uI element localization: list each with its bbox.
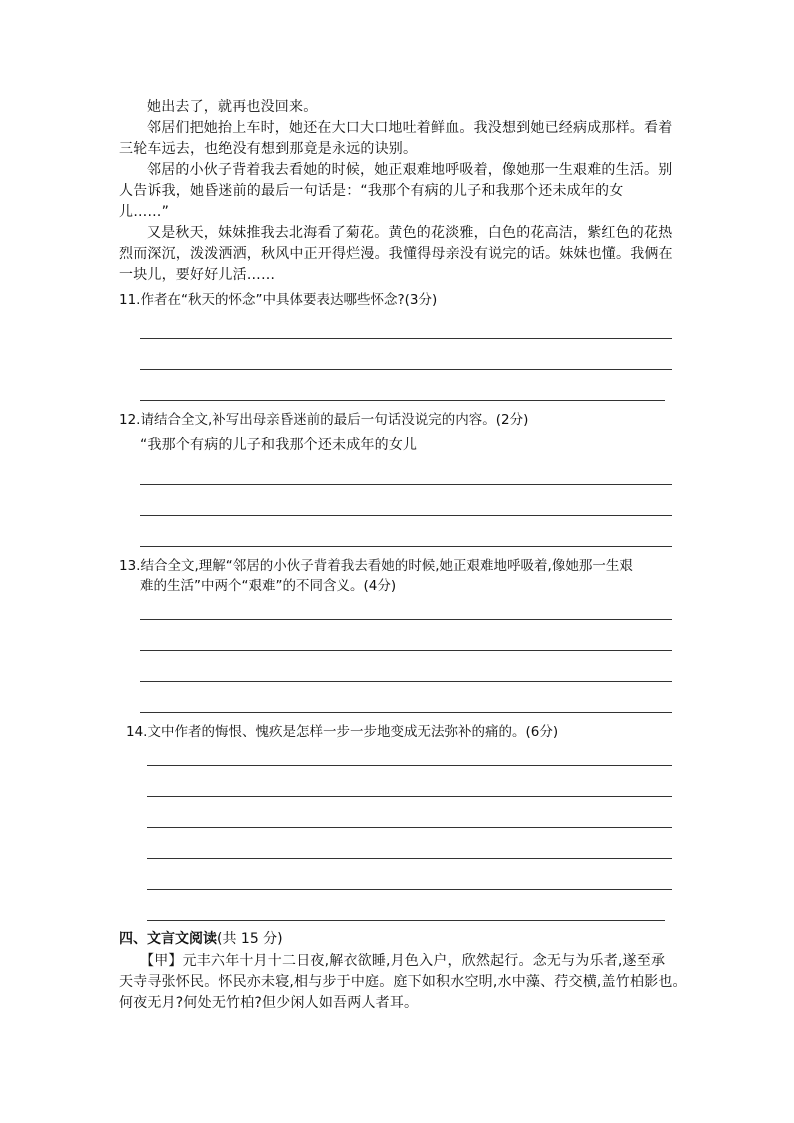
- section-4-passage-line-3: 何夜无月?何处无竹柏?但少闲人如吾两人者耳。: [119, 995, 419, 1011]
- question-13-line-2: 难的生活”中两个“艰难”的不同含义。(4分): [140, 578, 397, 594]
- passage-line-8: 烈而深沉，泼泼洒洒，秋风中正开得烂漫。我懂得母亲没有说完的话。妹妹也懂。我俩在: [119, 246, 673, 262]
- answer-line-14-4[interactable]: [147, 858, 672, 859]
- answer-line-14-5[interactable]: [147, 889, 672, 890]
- answer-line-14-1[interactable]: [147, 765, 672, 766]
- section-4-heading: [119, 929, 283, 949]
- answer-line-13-4[interactable]: [140, 712, 672, 713]
- passage-line-7: 又是秋天，妹妹推我去北海看了菊花。黄色的花淡雅，白色的花高洁，紫红色的花热: [147, 225, 673, 241]
- passage-line-6: 儿……”: [119, 204, 170, 220]
- passage-line-2: 邻居们把她抬上车时，她还在大口大口地吐着鲜血。我没想到她已经病成那样。看着: [147, 120, 673, 136]
- passage-line-1: 她出去了，就再也没回来。: [147, 99, 318, 115]
- section-4-passage-line-2: 天寺寻张怀民。怀民亦未寝,相与步于中庭。庭下如积水空明,水中藻、荇交横,盖竹柏影也。: [119, 974, 687, 990]
- question-12: 12.请结合全文,补写出母亲昏迷前的最后一句话没说完的内容。(2分): [119, 412, 529, 428]
- question-13-line-1: 13.结合全文,理解“邻居的小伙子背着我去看她的时候,她正艰难地呼吸着,像她那一生艰: [119, 558, 633, 574]
- answer-line-12-2[interactable]: [140, 515, 672, 516]
- passage-line-9: 一块儿，要好好儿活……: [119, 267, 276, 283]
- passage-line-4: 邻居的小伙子背着我去看她的时候，她正艰难地呼吸着，像她那一生艰难的生活。别: [147, 162, 673, 178]
- answer-line-13-1[interactable]: [140, 619, 672, 620]
- answer-line-11-1[interactable]: [140, 338, 672, 339]
- section-4-passage-line-1: 【甲】元丰六年十月十二日夜,解衣欲睡,月色入户，欣然起行。念无与为乐者,遂至承: [140, 953, 666, 969]
- answer-line-11-2[interactable]: [140, 369, 672, 370]
- answer-line-12-3[interactable]: [140, 546, 672, 547]
- answer-line-13-3[interactable]: [140, 681, 672, 682]
- answer-line-14-3[interactable]: [147, 827, 672, 828]
- question-12-prompt: “我那个有病的儿子和我那个还未成年的女儿: [140, 437, 418, 453]
- answer-line-14-2[interactable]: [147, 796, 672, 797]
- question-11: 11.作者在“秋天的怀念”中具体要表达哪些怀念?(3分): [119, 292, 438, 308]
- answer-line-14-6[interactable]: [147, 920, 665, 921]
- passage-line-5: 人告诉我，她昏迷前的最后一句话是：“我那个有病的儿子和我那个还未成年的女: [119, 183, 624, 199]
- section-4-score: (共 15 分): [217, 931, 283, 947]
- passage-line-3: 三轮车远去，也绝没有想到那竟是永远的诀别。: [119, 141, 418, 157]
- answer-line-12-1[interactable]: [140, 484, 672, 485]
- section-4-title: 四、文言文阅读: [119, 931, 217, 947]
- answer-line-11-3[interactable]: [140, 400, 665, 401]
- question-14: 14.文中作者的悔恨、愧疚是怎样一步一步地变成无法弥补的痛的。(6分): [126, 724, 559, 740]
- answer-line-13-2[interactable]: [140, 650, 672, 651]
